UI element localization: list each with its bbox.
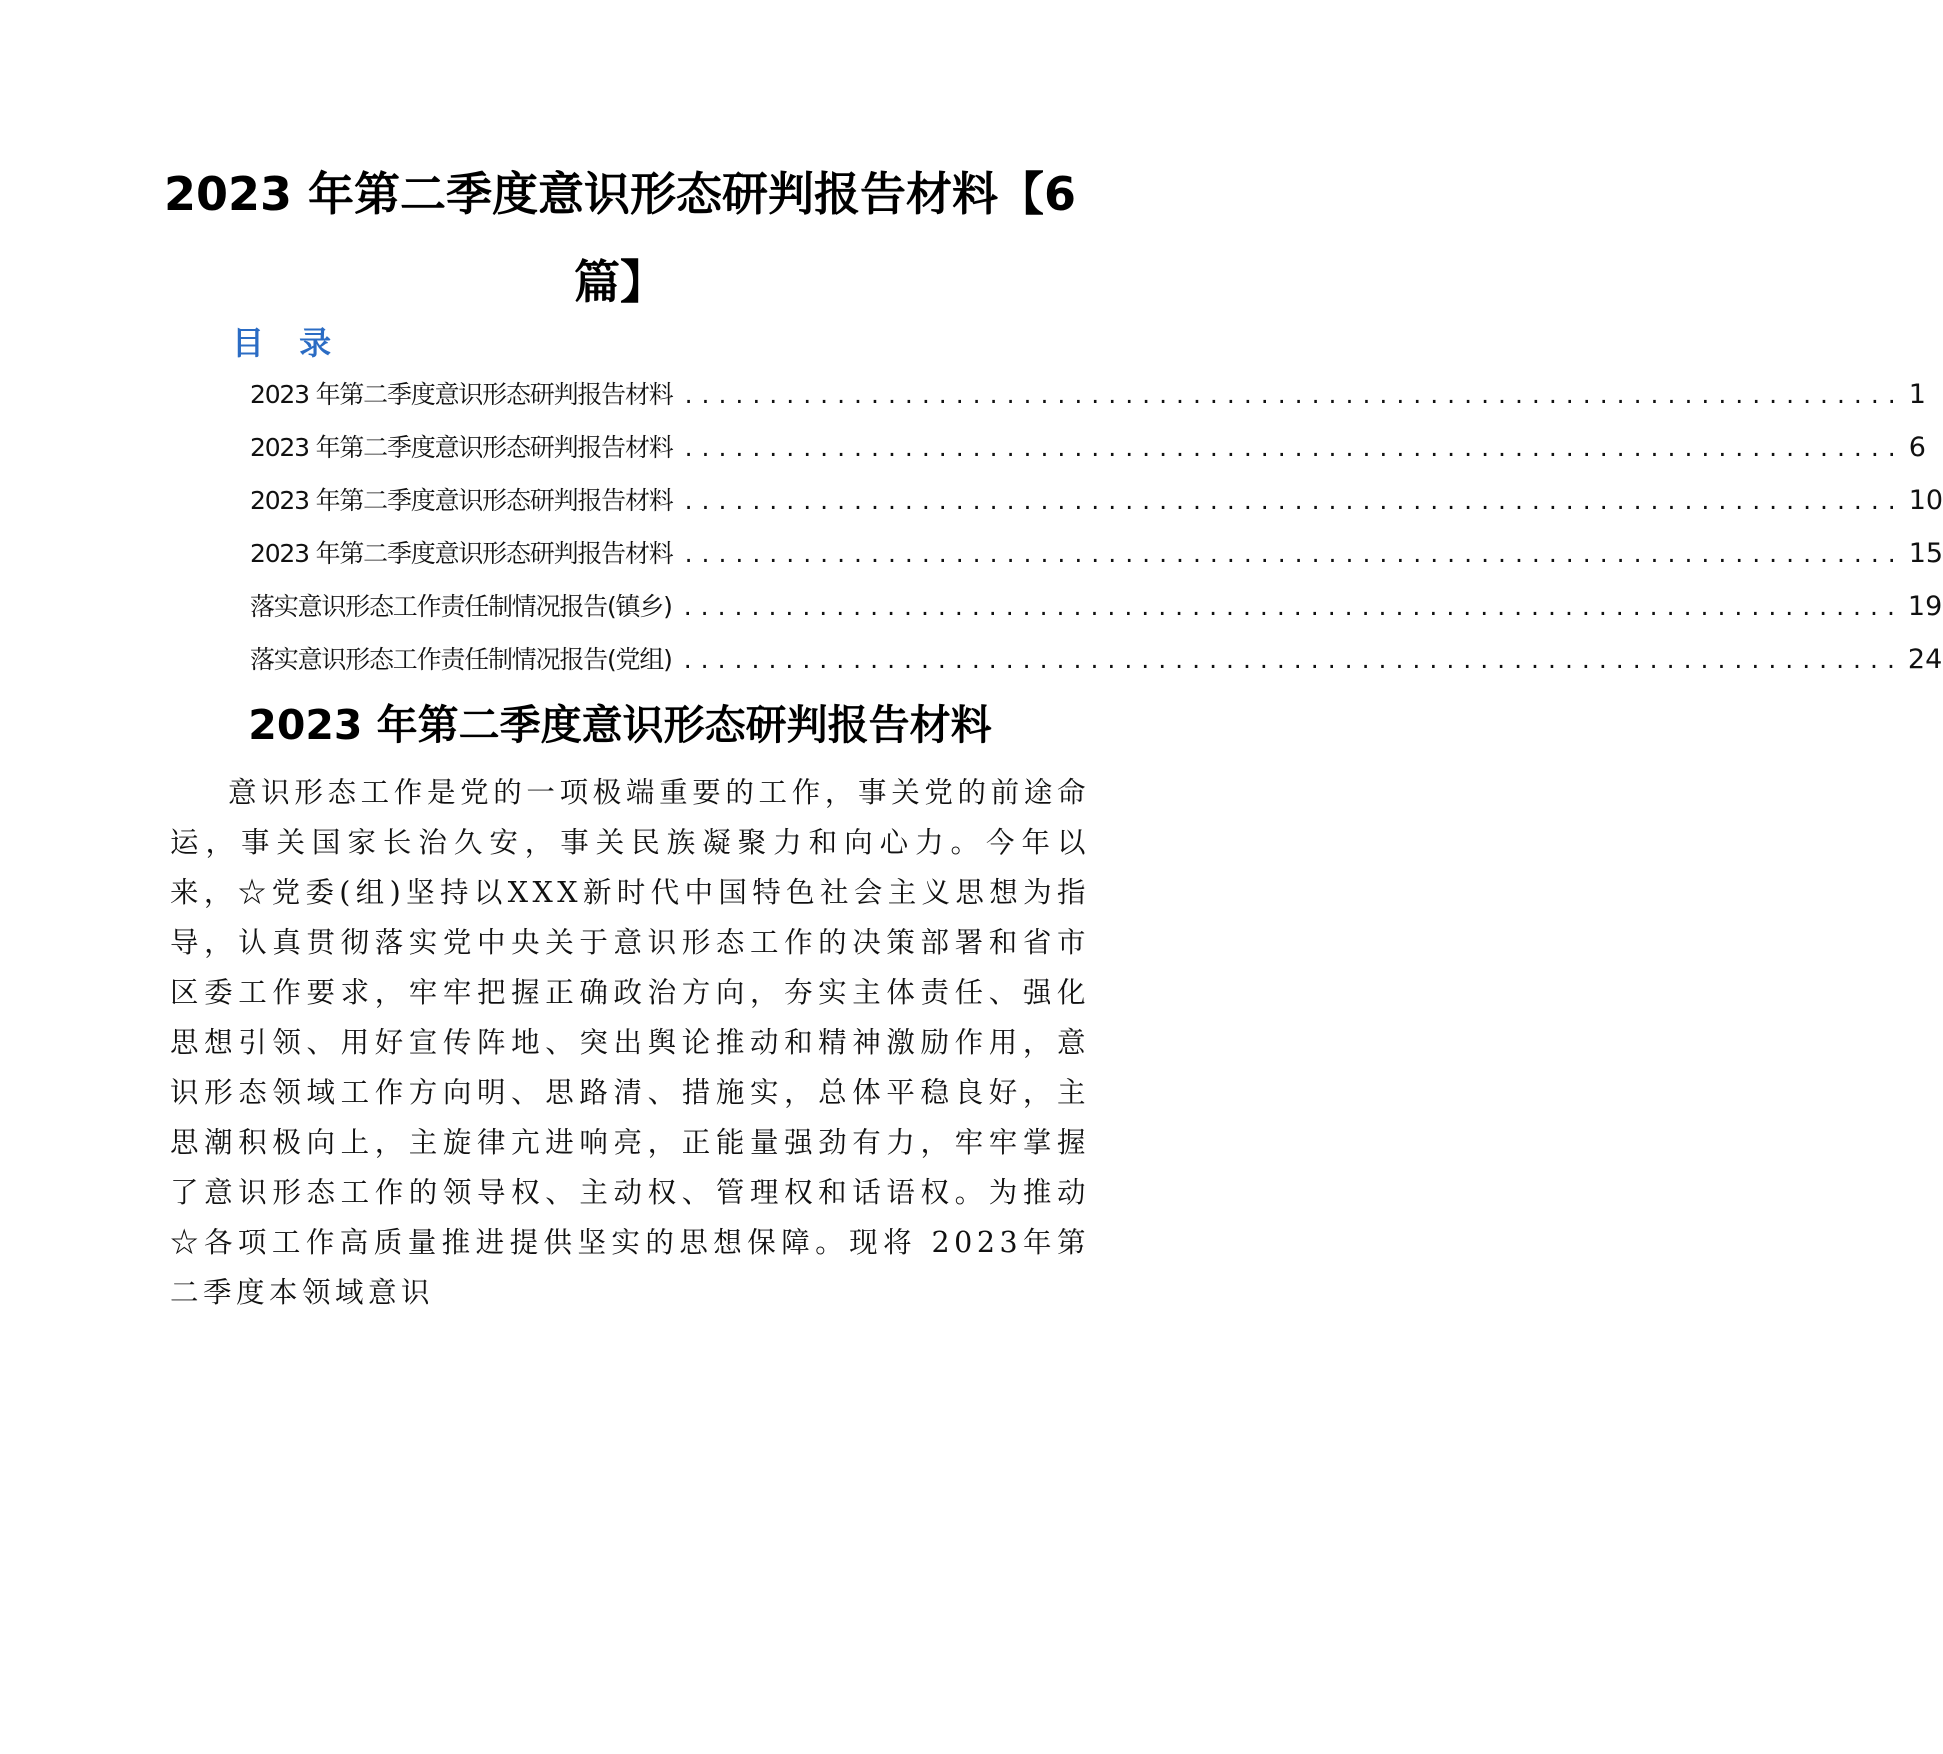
body-paragraph: 意识形态工作是党的一项极端重要的工作，事关党的前途命运，事关国家长治久安，事关民族凝聚力和向心力。今年以来，☆党委(组)坚持以XXX新时代中国特色社会主义思想为指导，认真贯彻落实党中央关于意识形态工作的决策部署和省市区委工作要求，牢牢把握正确政治方向，夯实主体责任、强化思想引领、用好宣传阵地、突出舆论推动和精神激励作用，意识形态领域工作方向明、思路清、措施实，总体平稳良好，主思潮积极向上，主旋律亢进响亮，正能量强劲有力，牢牢掌握了意识形态工作的领导权、主动权、管理权和话语权。为推动☆各项工作高质量推进提供坚实的思想保障。现将 2023年第二季度本领域意识 — [170, 776, 1090, 1309]
toc-item-text: 2023 年第二季度意识形态研判报告材料 — [250, 539, 673, 568]
toc-heading: 目 录 — [232, 324, 344, 362]
toc-item[interactable] — [250, 587, 1943, 640]
toc-leader-dots: ........................................................................ — [684, 539, 1905, 568]
toc-item[interactable] — [250, 481, 1943, 534]
document-title-line-1: 2023 年第二季度意识形态研判报告材料【6 — [163, 167, 1077, 221]
toc-leader-dots: ........................................................................ — [683, 645, 1904, 674]
toc-leader-dots: ........................................................................ — [684, 486, 1905, 515]
toc-item[interactable] — [250, 428, 1926, 481]
toc-item-text: 2023 年第二季度意识形态研判报告材料 — [250, 486, 673, 515]
toc-item-page: 19 — [1907, 591, 1943, 622]
toc-item-text: 落实意识形态工作责任制情况报告(党组) — [250, 645, 672, 674]
toc-item[interactable] — [250, 375, 1926, 428]
table-of-contents — [250, 375, 1943, 693]
toc-item-page: 10 — [1908, 485, 1943, 516]
toc-item-page: 1 — [1908, 379, 1926, 410]
toc-leader-dots: ........................................................................ — [684, 380, 1905, 409]
toc-item-text: 落实意识形态工作责任制情况报告(镇乡) — [250, 592, 672, 621]
toc-item-page: 6 — [1908, 432, 1926, 463]
toc-item-page: 15 — [1908, 538, 1943, 569]
document-title-line-2: 篇】 — [574, 255, 666, 309]
section-title: 2023 年第二季度意识形态研判报告材料 — [248, 701, 992, 749]
toc-leader-dots: ........................................................................ — [683, 592, 1904, 621]
toc-leader-dots: ........................................................................ — [684, 433, 1905, 462]
toc-item-text: 2023 年第二季度意识形态研判报告材料 — [250, 380, 673, 409]
toc-item-text: 2023 年第二季度意识形态研判报告材料 — [250, 433, 673, 462]
toc-item-page: 24 — [1907, 644, 1943, 675]
toc-item[interactable] — [250, 534, 1943, 587]
toc-item[interactable] — [250, 640, 1943, 693]
